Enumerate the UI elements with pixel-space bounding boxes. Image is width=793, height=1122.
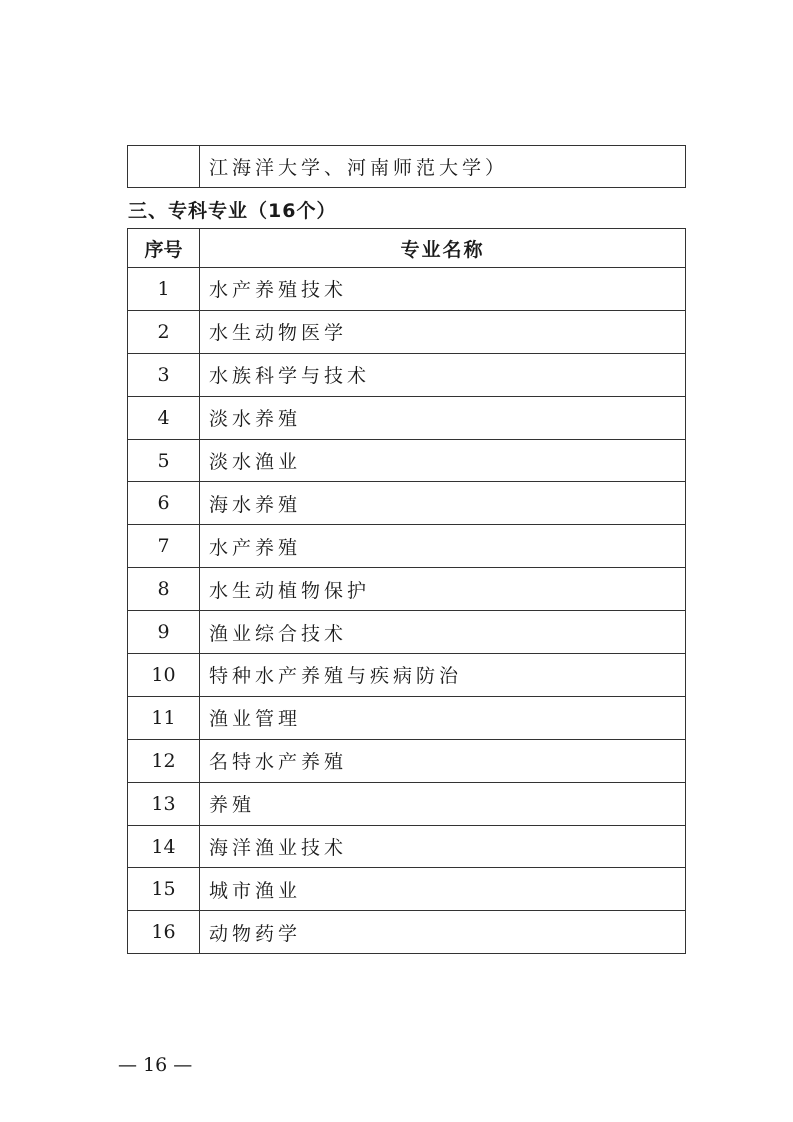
name-cell: 水产养殖 <box>200 525 686 568</box>
table-row <box>128 439 686 482</box>
index-cell: 5 <box>128 439 200 482</box>
table-row <box>128 146 686 188</box>
section-heading: 三、专科专业（16个） <box>128 200 337 222</box>
index-cell: 8 <box>128 568 200 611</box>
index-cell: 12 <box>128 739 200 782</box>
index-cell: 7 <box>128 525 200 568</box>
header-index: 序号 <box>128 229 200 268</box>
name-cell: 养殖 <box>200 782 686 825</box>
header-name: 专业名称 <box>200 229 686 268</box>
name-cell: 渔业综合技术 <box>200 611 686 654</box>
index-cell: 9 <box>128 611 200 654</box>
table-row <box>128 911 686 954</box>
table-row <box>128 268 686 311</box>
table-row <box>128 611 686 654</box>
name-cell: 水族科学与技术 <box>200 353 686 396</box>
index-cell: 3 <box>128 353 200 396</box>
table-row <box>128 568 686 611</box>
table-row <box>128 353 686 396</box>
table-row <box>128 825 686 868</box>
index-cell: 15 <box>128 868 200 911</box>
table-row <box>128 868 686 911</box>
name-cell: 淡水渔业 <box>200 439 686 482</box>
name-cell: 海水养殖 <box>200 482 686 525</box>
name-cell: 城市渔业 <box>200 868 686 911</box>
index-cell: 2 <box>128 310 200 353</box>
continuation-table <box>127 145 686 188</box>
name-cell: 动物药学 <box>200 911 686 954</box>
name-cell: 水生动物医学 <box>200 310 686 353</box>
index-cell: 14 <box>128 825 200 868</box>
table-row <box>128 782 686 825</box>
index-cell <box>128 146 200 188</box>
table-header-row <box>128 229 686 268</box>
major-table <box>127 228 686 954</box>
name-cell: 江海洋大学、河南师范大学） <box>200 146 686 188</box>
name-cell: 淡水养殖 <box>200 396 686 439</box>
index-cell: 6 <box>128 482 200 525</box>
table-row <box>128 654 686 697</box>
name-cell: 渔业管理 <box>200 696 686 739</box>
index-cell: 4 <box>128 396 200 439</box>
table-row <box>128 525 686 568</box>
name-cell: 名特水产养殖 <box>200 739 686 782</box>
major-table-body <box>128 268 686 954</box>
name-cell: 特种水产养殖与疾病防治 <box>200 654 686 697</box>
index-cell: 1 <box>128 268 200 311</box>
name-cell: 水产养殖技术 <box>200 268 686 311</box>
name-cell: 海洋渔业技术 <box>200 825 686 868</box>
index-cell: 13 <box>128 782 200 825</box>
name-cell: 水生动植物保护 <box>200 568 686 611</box>
table-row <box>128 310 686 353</box>
page-number: — 16 — <box>118 1054 193 1076</box>
index-cell: 16 <box>128 911 200 954</box>
table-row <box>128 482 686 525</box>
index-cell: 11 <box>128 696 200 739</box>
table-row <box>128 696 686 739</box>
index-cell: 10 <box>128 654 200 697</box>
table-row <box>128 396 686 439</box>
table-row <box>128 739 686 782</box>
